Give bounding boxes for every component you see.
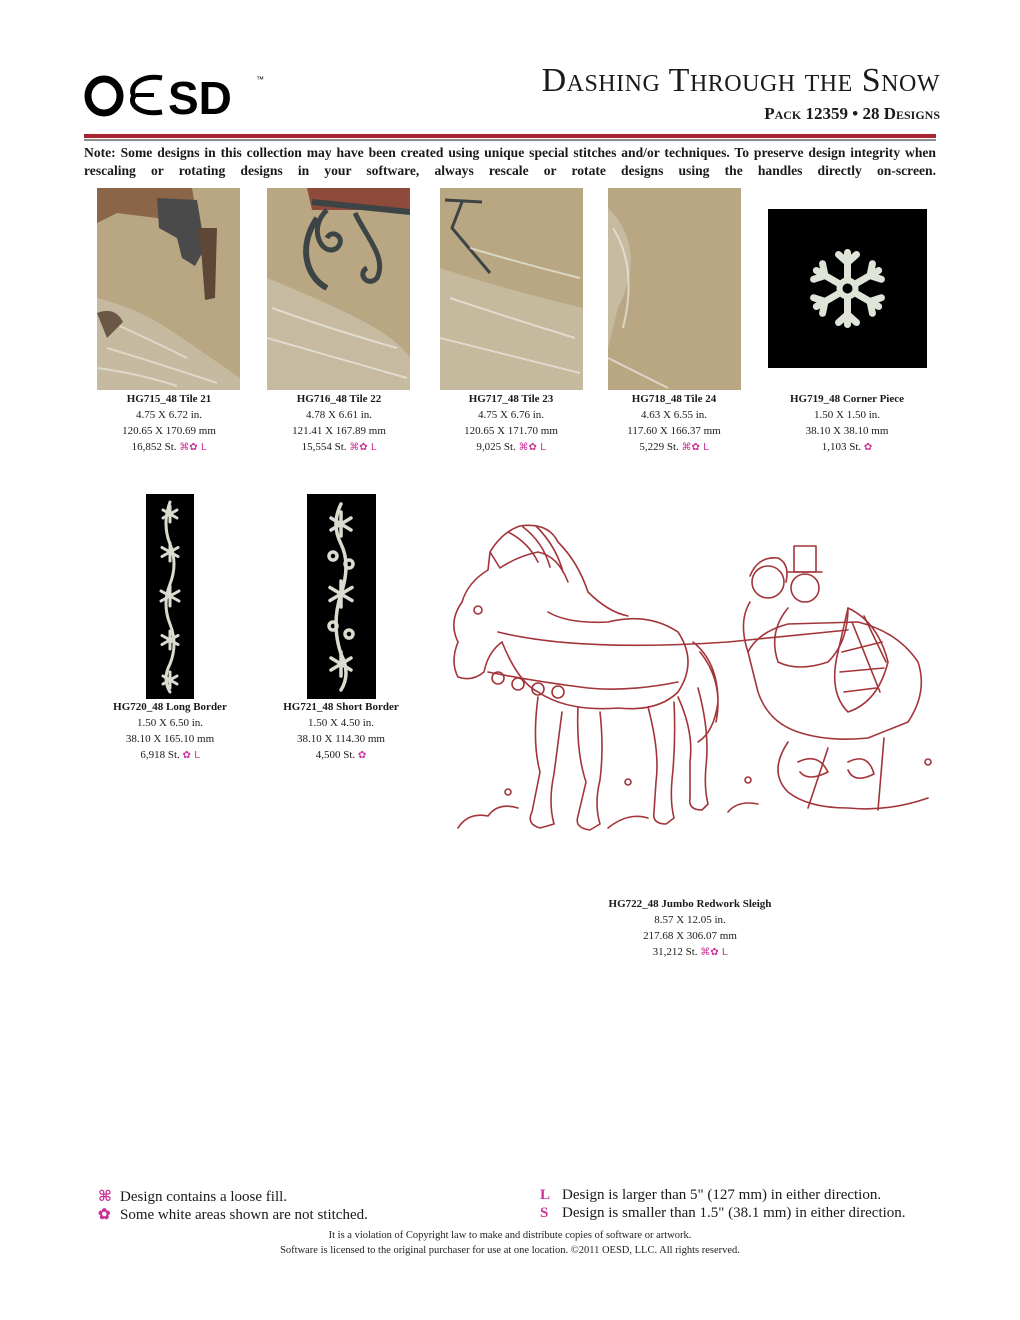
- design-symbols: ✿: [863, 442, 873, 453]
- design-code: HG719_48 Corner Piece: [789, 393, 905, 405]
- legend-smaller: [540, 1205, 906, 1222]
- copyright-footer: [0, 1228, 1020, 1258]
- design-thumbnail-corner-piece[interactable]: [768, 209, 927, 368]
- stitch-count: 4,500 St.: [315, 749, 356, 761]
- design-caption-corner-piece: [762, 391, 932, 456]
- design-code: HG717_48 Tile 23: [468, 393, 554, 405]
- design-caption-redwork-sleigh: [580, 896, 800, 961]
- design-caption-long-border: [85, 699, 255, 764]
- design-symbols: ⌘✿ L: [681, 442, 709, 453]
- svg-text:SD: SD: [168, 72, 232, 124]
- design-code: HG718_48 Tile 24: [631, 393, 717, 405]
- stitch-count: 9,025 St.: [476, 441, 516, 453]
- design-size-mm: 38.10 X 165.10 mm: [125, 733, 215, 745]
- design-thumbnail-tile-23[interactable]: [440, 188, 583, 390]
- design-size-mm: 120.65 X 171.70 mm: [464, 425, 558, 437]
- legend-loose-fill: [98, 1187, 287, 1206]
- oesd-logo: [84, 64, 274, 124]
- copyright-line-1: It is a violation of Copyright law to make and distribute copies of software or artwork.: [328, 1230, 692, 1241]
- large-size-icon: L: [540, 1187, 551, 1203]
- design-thumbnail-redwork-sleigh[interactable]: [428, 512, 938, 842]
- design-symbols: ⌘✿ L: [179, 442, 207, 453]
- design-code: HG721_48 Short Border: [283, 701, 399, 713]
- loose-fill-icon: ⌘: [98, 1189, 112, 1205]
- design-note: Note: Some designs in this collection may have been created using unique special stitches and/or techniques. To preserve design integrity when rescaling or rotating designs in your software, always rescale or rotate designs using the handles directly on-screen.: [84, 145, 936, 178]
- legend-text: Some white areas shown are not stitched.: [120, 1207, 368, 1223]
- design-caption-tile-22: [254, 391, 424, 456]
- design-symbols: ⌘✿ L: [349, 442, 377, 453]
- design-symbols: ✿: [357, 750, 367, 761]
- design-size-mm: 121.41 X 167.89 mm: [292, 425, 386, 437]
- legend-white-areas: [98, 1205, 368, 1224]
- copyright-line-2: Software is licensed to the original purchaser for use at one location. ©2011 OESD, LLC. All rights reserved.: [280, 1245, 740, 1256]
- stitch-count: 5,229 St.: [639, 441, 679, 453]
- design-thumbnail-tile-22[interactable]: [267, 188, 410, 390]
- stitch-count: 31,212 St.: [652, 946, 698, 958]
- design-size-mm: 117.60 X 166.37 mm: [627, 425, 721, 437]
- flower-icon: ✿: [98, 1207, 111, 1223]
- page-title: Dashing Through the Snow: [541, 62, 940, 99]
- legend-larger: [540, 1187, 881, 1204]
- design-size-mm: 38.10 X 114.30 mm: [297, 733, 385, 745]
- design-size-inches: 1.50 X 4.50 in.: [308, 717, 374, 729]
- design-size-inches: 4.75 X 6.72 in.: [136, 409, 202, 421]
- design-symbols: ✿ L: [182, 750, 200, 761]
- design-thumbnail-long-border[interactable]: [146, 494, 194, 699]
- stitch-count: 1,103 St.: [821, 441, 862, 453]
- design-caption-short-border: [256, 699, 426, 764]
- header-divider-secondary: [84, 139, 936, 141]
- design-size-mm: 38.10 X 38.10 mm: [805, 425, 889, 437]
- design-symbols: ⌘✿ L: [700, 947, 728, 958]
- design-thumbnail-short-border[interactable]: [307, 494, 376, 699]
- legend-text: Design contains a loose fill.: [120, 1189, 288, 1205]
- design-code: HG716_48 Tile 22: [296, 393, 382, 405]
- pack-subtitle: Pack 12359 • 28 Designs: [764, 104, 940, 123]
- design-size-inches: 4.78 X 6.61 in.: [306, 409, 372, 421]
- design-size-inches: 4.75 X 6.76 in.: [478, 409, 544, 421]
- design-size-inches: 1.50 X 6.50 in.: [137, 717, 203, 729]
- header-divider: [84, 134, 936, 138]
- design-thumbnail-tile-21[interactable]: [97, 188, 240, 390]
- design-size-mm: 217.68 X 306.07 mm: [643, 930, 737, 942]
- design-code: HG715_48 Tile 21: [126, 393, 212, 405]
- design-size-inches: 8.57 X 12.05 in.: [654, 914, 726, 926]
- design-code: HG720_48 Long Border: [113, 701, 227, 713]
- design-caption-tile-23: [426, 391, 596, 456]
- small-size-icon: S: [540, 1205, 549, 1221]
- design-size-inches: 1.50 X 1.50 in.: [814, 409, 880, 421]
- design-size-mm: 120.65 X 170.69 mm: [122, 425, 216, 437]
- design-symbols: ⌘✿ L: [518, 442, 546, 453]
- design-caption-tile-24: [589, 391, 759, 456]
- design-thumbnail-tile-24[interactable]: [608, 188, 741, 390]
- design-caption-tile-21: [84, 391, 254, 456]
- legend-text: Design is larger than 5" (127 mm) in either direction.: [562, 1187, 882, 1203]
- legend-text: Design is smaller than 1.5" (38.1 mm) in either direction.: [562, 1205, 906, 1221]
- stitch-count: 16,852 St.: [131, 441, 177, 453]
- stitch-count: 6,918 St.: [140, 749, 180, 761]
- stitch-count: 15,554 St.: [301, 441, 347, 453]
- svg-text:™: ™: [256, 75, 264, 84]
- design-code: HG722_48 Jumbo Redwork Sleigh: [608, 898, 772, 910]
- design-size-inches: 4.63 X 6.55 in.: [641, 409, 707, 421]
